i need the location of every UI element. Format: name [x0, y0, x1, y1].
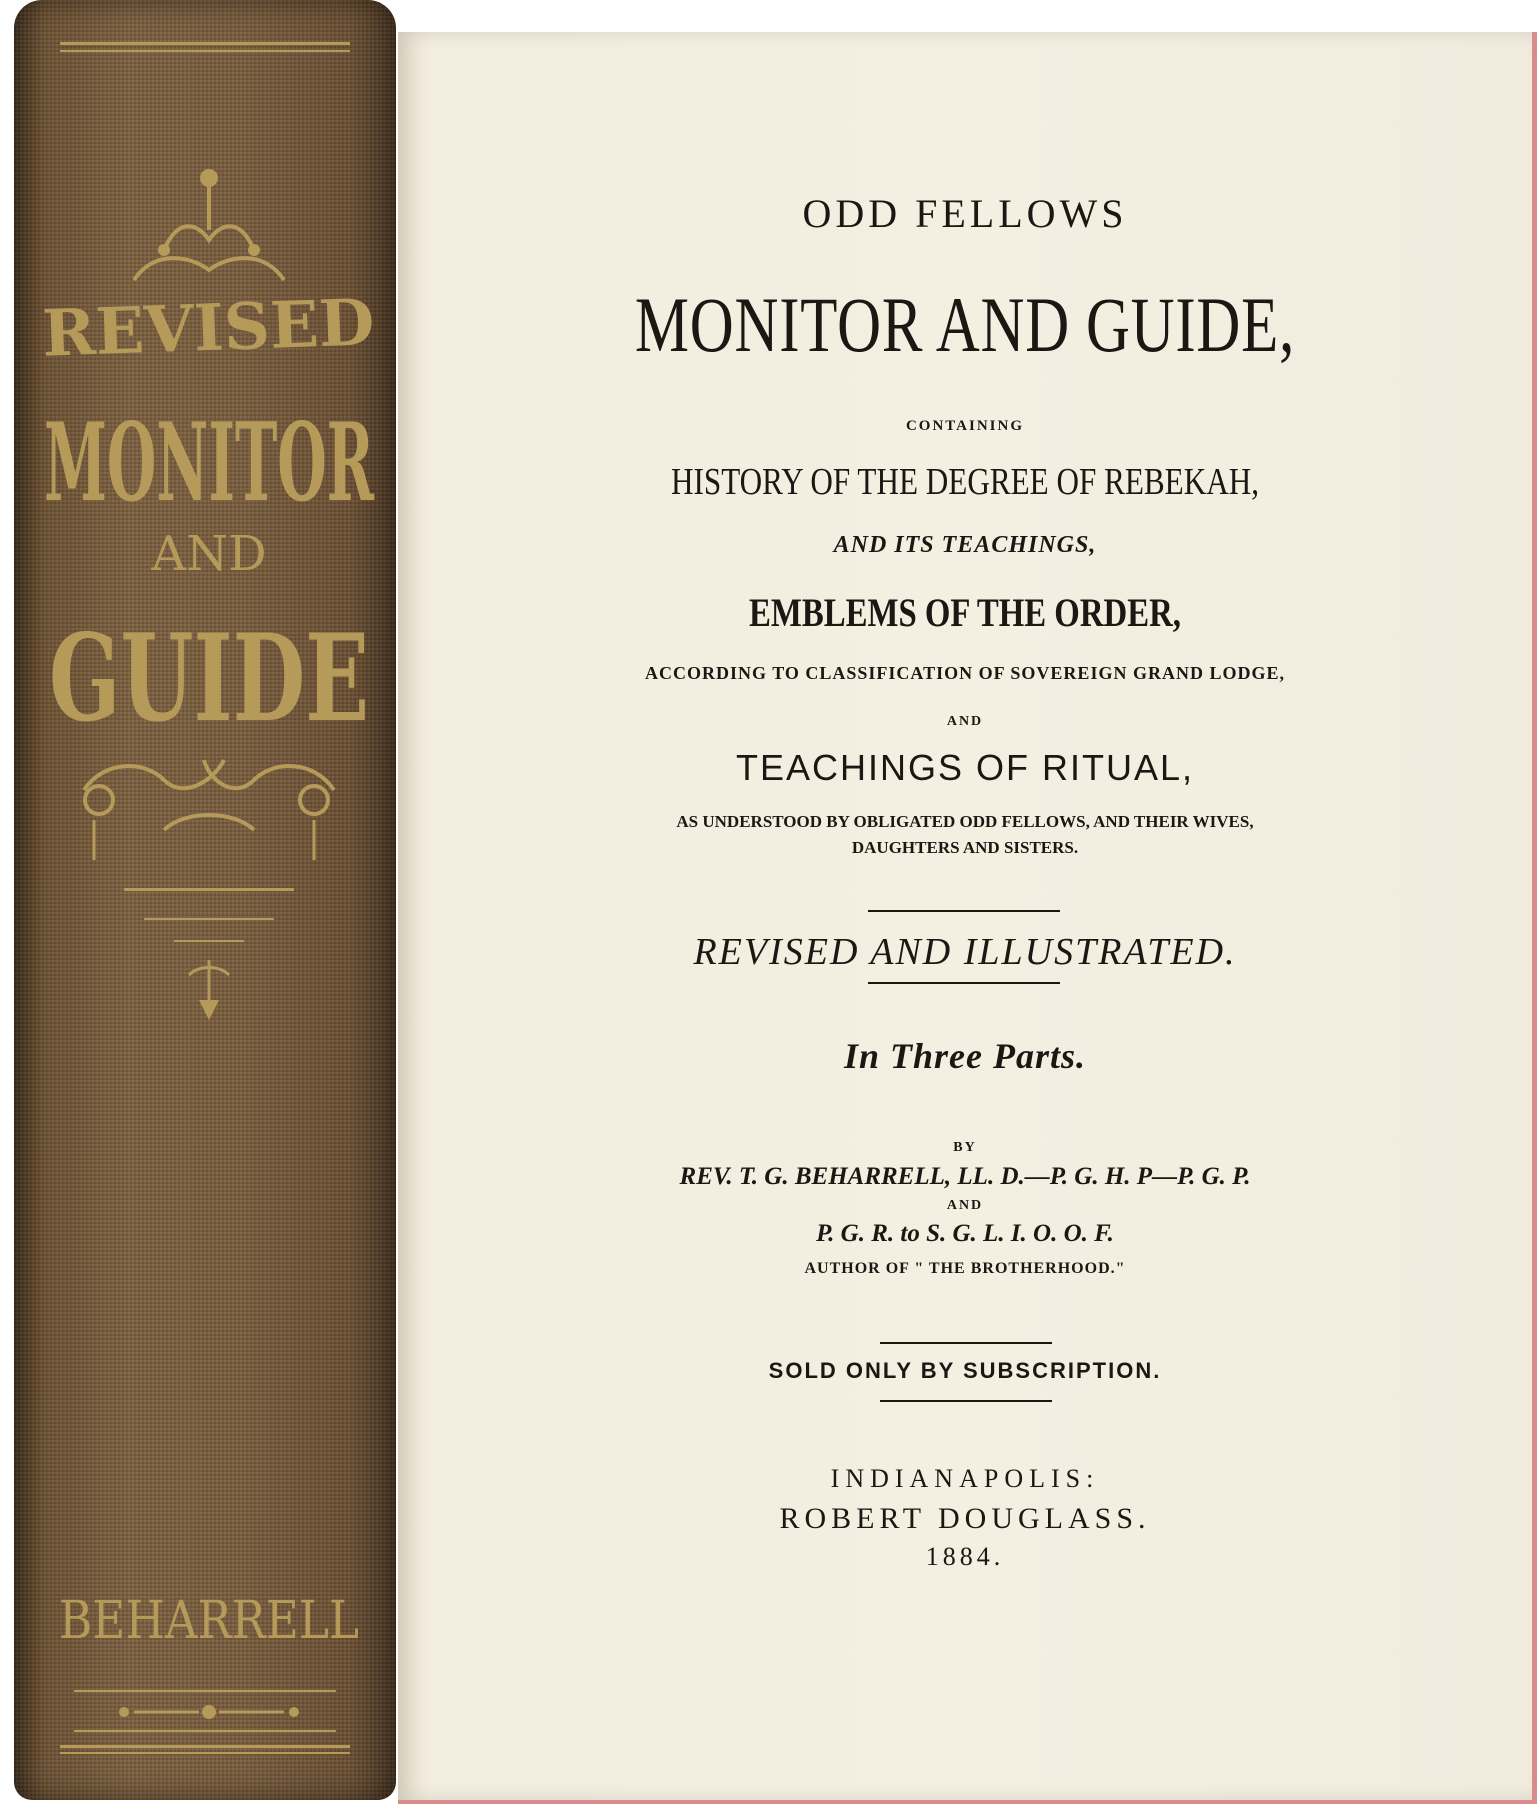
- title-page: [398, 32, 1537, 1804]
- spine-gilt-decoration: [14, 0, 396, 1800]
- scroll-ornament-icon: [84, 760, 334, 860]
- rule-below-sold: [880, 1400, 1052, 1402]
- book-spine: [14, 0, 396, 1800]
- text-daughters-and-sisters: DAUGHTERS AND SISTERS.: [851, 838, 1079, 857]
- text-imprint-city: INDIANAPOLIS:: [830, 1464, 1100, 1493]
- rule-above-revised: [868, 910, 1060, 912]
- text-revised-and-illustrated: REVISED AND ILLUSTRATED.: [693, 931, 1237, 973]
- small-emblem-icon: [189, 960, 229, 1020]
- text-sold-only-by-subscription: SOLD ONLY BY SUBSCRIPTION.: [768, 1358, 1162, 1383]
- title-monitor-and-guide: MONITOR AND GUIDE,: [634, 281, 1296, 368]
- text-and-connector-2: AND: [946, 1198, 984, 1213]
- rule-above-sold: [880, 1342, 1052, 1344]
- title-odd-fellows: ODD FELLOWS: [802, 191, 1128, 236]
- text-emblems-of-the-order: EMBLEMS OF THE ORDER,: [749, 590, 1181, 635]
- text-and-connector-1: AND: [946, 714, 984, 729]
- text-imprint-year: 1884.: [925, 1542, 1005, 1571]
- text-imprint-publisher: ROBERT DOUGLASS.: [779, 1502, 1151, 1535]
- text-author-titles: P. G. R. to S. G. L. I. O. O. F.: [816, 1220, 1114, 1247]
- text-teachings-of-ritual: TEACHINGS OF RITUAL,: [735, 747, 1195, 788]
- crown-ornament-icon: [134, 169, 284, 280]
- text-author-of-brotherhood: AUTHOR OF " THE BROTHERHOOD.": [804, 1260, 1126, 1277]
- rule-below-revised: [868, 982, 1060, 984]
- spine-word-guide: GUIDE: [49, 608, 369, 749]
- text-containing: CONTAINING: [905, 418, 1025, 434]
- text-according-to-classification: ACCORDING TO CLASSIFICATION OF SOVEREIGN GRAND LODGE,: [645, 663, 1285, 683]
- spine-author: BEHARRELL: [59, 1591, 359, 1651]
- spine-word-and: AND: [151, 526, 267, 582]
- text-history-of-rebekah: HISTORY OF THE DEGREE OF REBEKAH,: [670, 461, 1260, 503]
- spine-word-revised: REVISED: [41, 285, 376, 372]
- text-author-name: REV. T. G. BEHARRELL, LL. D.—P. G. H. P—P. G. P.: [679, 1163, 1251, 1190]
- text-and-its-teachings: AND ITS TEACHINGS,: [833, 532, 1097, 558]
- text-as-understood: AS UNDERSTOOD BY OBLIGATED ODD FELLOWS, AND THEIR WIVES,: [676, 812, 1254, 831]
- bottom-flourish-icon: [74, 1690, 336, 1732]
- text-in-three-parts: In Three Parts.: [843, 1036, 1087, 1076]
- text-by: BY: [953, 1140, 977, 1155]
- spine-word-monitor: MONITOR: [44, 400, 375, 526]
